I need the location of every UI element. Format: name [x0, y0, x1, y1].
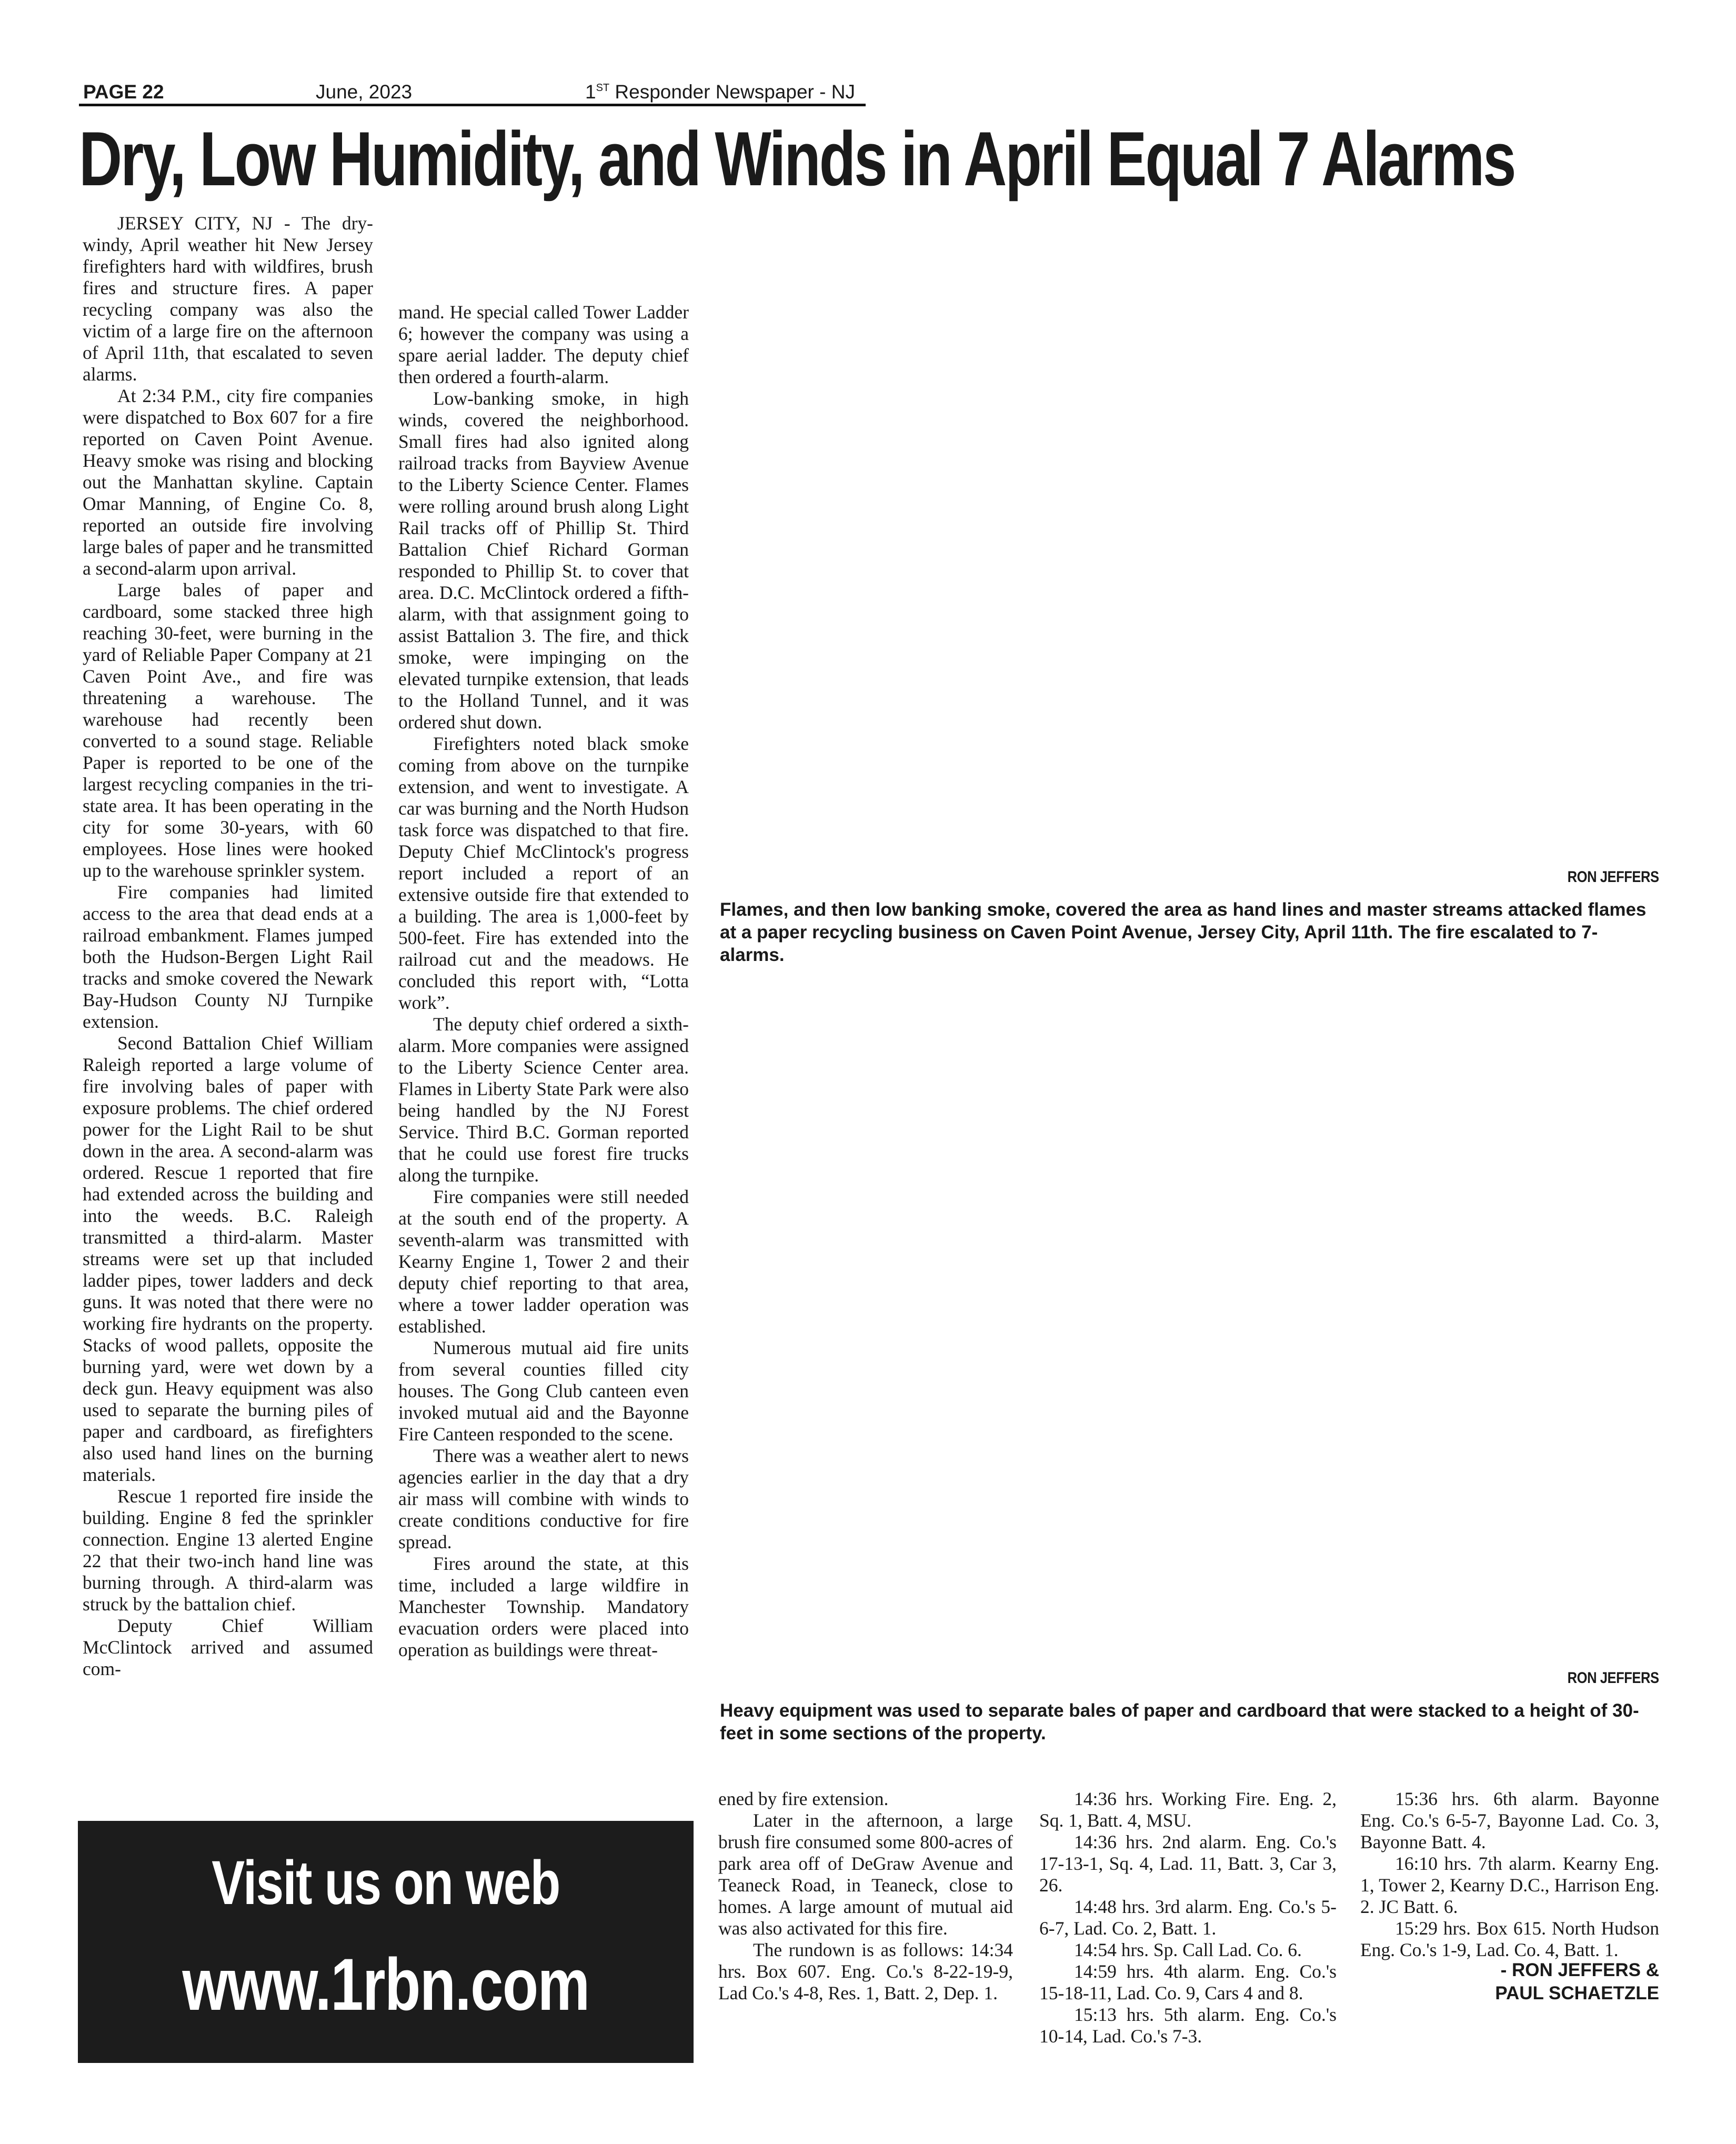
rundown-entry: 16:10 hrs. 7th alarm. Kearny Eng. 1, Tower 2, Kearny D.C., Harrison Eng. 2. JC Batt. 6.: [1360, 1853, 1659, 1917]
photo-credit-1: RON JEFFERS: [1568, 868, 1659, 886]
article-column-1: [83, 213, 373, 1680]
article-column-4: [1039, 1788, 1337, 2047]
photo-credit-2: RON JEFFERS: [1568, 1669, 1659, 1687]
article-headline: Dry, Low Humidity, and Winds in April Equal 7 Alarms: [79, 116, 1515, 202]
paragraph: At 2:34 P.M., city fire companies were dispatched to Box 607 for a fire reported on Caven Point Avenue. Heavy smoke was rising and blocking out the Manhattan skyline. Captain Omar Manning, of Engine Co. 8, reported an outside fire involving large bales of paper and he transmitted a second-alarm upon arrival.: [83, 385, 373, 579]
fire-photo-2: [720, 1008, 1659, 1666]
paragraph: Firefighters noted black smoke coming from above on the turnpike extension, and went to investigate. A car was burning and the North Hudson task force was dispatched to that fire. Deputy Chief McClintock's progress report included a report of an extensive outside fire that extended to a building. The area is 1,000-feet by 500-feet. Fire has extended into the railroad cut and the meadows. He concluded this report with, “Lotta work”.: [398, 733, 689, 1013]
paragraph: Numerous mutual aid fire units from several counties filled city houses. The Gong Club canteen even invoked mutual aid and the Bayonne Fire Canteen responded to the scene.: [398, 1337, 689, 1445]
byline-line-2: PAUL SCHAETZLE: [1495, 1983, 1659, 2003]
rundown-entry: 15:13 hrs. 5th alarm. Eng. Co.'s 10-14, Lad. Co.'s 7-3.: [1039, 2004, 1337, 2047]
newspaper-name: [585, 81, 855, 103]
rundown-entry: 15:36 hrs. 6th alarm. Bayonne Eng. Co.'s 6-5-7, Bayonne Lad. Co. 3, Bayonne Batt. 4.: [1360, 1788, 1659, 1852]
paragraph: The rundown is as follows: 14:34 hrs. Box 607. Eng. Co.'s 8-22-19-9, Lad Co.'s 4-8, Res. 1, Batt. 2, Dep. 1.: [718, 1939, 1013, 2003]
rundown-entry: 14:54 hrs. Sp. Call Lad. Co. 6.: [1074, 1939, 1302, 1960]
rundown-entry: 14:48 hrs. 3rd alarm. Eng. Co.'s 5-6-7, Lad. Co. 2, Batt. 1.: [1039, 1896, 1337, 1939]
photo-caption-2: Heavy equipment was used to separate bales of paper and cardboard that were stacked to a height of 30-feet in some sections of the property.: [720, 1700, 1639, 1744]
rundown-entry: 14:59 hrs. 4th alarm. Eng. Co.'s 15-18-11, Lad. Co. 9, Cars 4 and 8.: [1039, 1961, 1337, 2003]
rundown-entry: 14:36 hrs. 2nd alarm. Eng. Co.'s 17-13-1, Sq. 4, Lad. 11, Batt. 3, Car 3, 26.: [1039, 1831, 1337, 1896]
byline-line-1: - RON JEFFERS &: [1500, 1960, 1659, 1980]
paragraph: Later in the afternoon, a large brush fire consumed some 800-acres of park area off of DeGraw Avenue and Teaneck Road, in Teaneck, close to homes. A large amount of mutual aid was also activated for this fire.: [718, 1810, 1013, 1939]
article-byline: [1495, 1959, 1659, 2005]
paragraph: There was a weather alert to news agencies earlier in the day that a dry air mass will combine with winds to create conditions conductive for fire spread.: [398, 1445, 689, 1552]
paragraph: Deputy Chief William McClintock arrived and assumed com-: [83, 1615, 373, 1679]
paragraph: Fire companies were still needed at the south end of the property. A seventh-alarm was transmitted with Kearny Engine 1, Tower 2 and their deputy chief reporting to that area, where a tower ladder operation was established.: [398, 1186, 689, 1337]
page-header: [79, 79, 866, 106]
photo-caption-1: Flames, and then low banking smoke, covered the area as hand lines and master streams attacked flames at a paper recycling business on Caven Point Avenue, Jersey City, April 11th. The fire escalated to 7-alarms.: [720, 899, 1647, 965]
ad-headline: Visit us on web: [212, 1848, 560, 1918]
website-advertisement[interactable]: [78, 1821, 694, 2063]
paragraph: mand. He special called Tower Ladder 6; however the company was using a spare aerial ladder. The deputy chief then ordered a fourth-alarm.: [398, 302, 689, 387]
article-column-5: [1360, 1788, 1659, 1961]
paragraph: Rescue 1 reported fire inside the building. Engine 8 fed the sprinkler connection. Engine 13 alerted Engine 22 that their two-inch hand line was burning through. A third-alarm was struck by the battalion chief.: [83, 1486, 373, 1615]
paragraph: Low-banking smoke, in high winds, covered the neighborhood. Small fires had also ignited along railroad tracks from Bayview Avenue to the Liberty Science Center. Flames were rolling around brush along Light Rail tracks off of Phillip St. Third Battalion Chief Richard Gorman responded to Phillip St. to cover that area. D.C. McClintock ordered a fifth-alarm, with that assignment going to assist Battalion 3. The fire, and thick smoke, were impinging on the elevated turnpike extension, that leads to the Holland Tunnel, and it was ordered shut down.: [398, 388, 689, 733]
fire-photo-1: [720, 213, 1659, 863]
rundown-entry: 14:36 hrs. Working Fire. Eng. 2, Sq. 1, Batt. 4, MSU.: [1039, 1788, 1337, 1831]
article-column-3: [718, 1788, 1013, 2004]
page-number: PAGE 22: [83, 81, 164, 103]
paragraph: Large bales of paper and cardboard, some stacked three high reaching 30-feet, were burning in the yard of Reliable Paper Company at 21 Caven Point Ave., and fire was threatening a warehouse. The warehouse had recently been converted to a sound stage. Reliable Paper is reported to be one of the largest recycling companies in the tri-state area. It has been operating in the city for some 30-years, with 60 employees. Hose lines were hooked up to the warehouse sprinkler system.: [83, 579, 373, 881]
paragraph: Fires around the state, at this time, included a large wildfire in Manchester Township. Mandatory evacuation orders were placed into operation as buildings were threat-: [398, 1553, 689, 1660]
paragraph: The deputy chief ordered a sixth-alarm. More companies were assigned to the Liberty Science Center area. Flames in Liberty State Park were also being handled by the NJ Forest Service. Third B.C. Gorman reported that he could use forest fire trucks along the turnpike.: [398, 1014, 689, 1186]
article-column-2: [398, 302, 689, 1661]
newspaper-name-superscript: ST: [596, 82, 610, 94]
newspaper-name-prefix: 1: [585, 81, 596, 103]
rundown-entry: 15:29 hrs. Box 615. North Hudson Eng. Co.'s 1-9, Lad. Co. 4, Batt. 1.: [1360, 1918, 1659, 1960]
paragraph: JERSEY CITY, NJ - The dry-windy, April weather hit New Jersey firefighters hard with wildfires, brush fires and structure fires. A paper recycling company was also the victim of a large fire on the afternoon of April 11th, that escalated to seven alarms.: [83, 213, 373, 385]
ad-website-link[interactable]: www.1rbn.com: [182, 1943, 589, 2026]
paragraph: Second Battalion Chief William Raleigh reported a large volume of fire involving bales of paper with exposure problems. The chief ordered power for the Light Rail to be shut down in the area. A second-alarm was ordered. Rescue 1 reported that fire had extended across the building and into the weeds. B.C. Raleigh transmitted a third-alarm. Master streams were set up that included ladder pipes, tower ladders and deck guns. It was noted that there were no working fire hydrants on the property. Stacks of wood pallets, opposite the burning yard, were wet down by a deck gun. Heavy equipment was also used to separate the burning piles of paper and cardboard, as firefighters also used hand lines on the burning materials.: [83, 1033, 373, 1485]
issue-date: June, 2023: [316, 81, 413, 103]
paragraph: Fire companies had limited access to the area that dead ends at a railroad embankment. Flames jumped both the Hudson-Bergen Light Rail tracks and smoke covered the Newark Bay-Hudson County NJ Turnpike extension.: [83, 881, 373, 1032]
newspaper-name-rest: Responder Newspaper - NJ: [609, 81, 855, 103]
paragraph: ened by fire extension.: [718, 1788, 889, 1809]
